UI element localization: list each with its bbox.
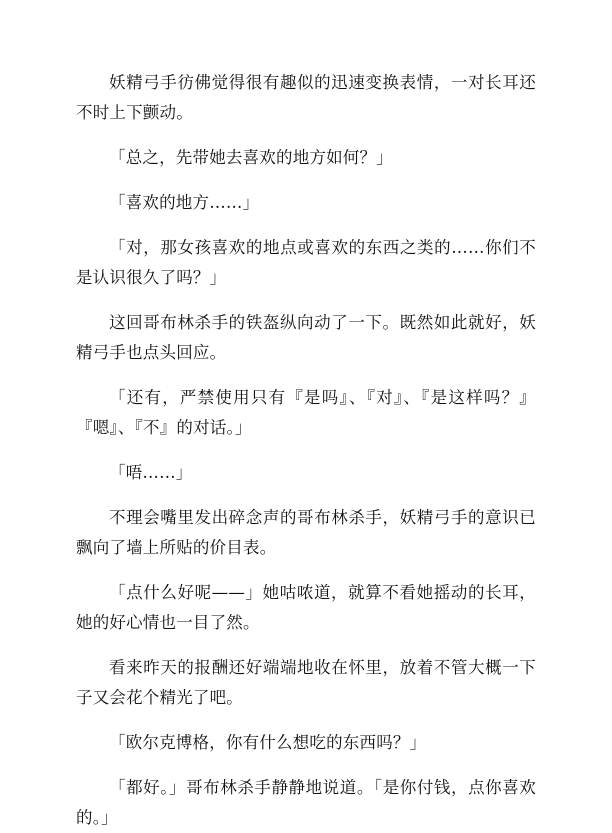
- paragraph-4: 「对，那女孩喜欢的地点或喜欢的东西之类的……你们不是认识很久了吗？」: [76, 238, 536, 287]
- paragraph-8: 不理会嘴里发出碎念声的哥布林杀手，妖精弓手的意识已飘向了墙上所贴的价目表。: [76, 508, 536, 557]
- paragraph-12: 「都好。」哥布林杀手静静地说道。「是你付钱，点你喜欢的。」: [76, 778, 536, 827]
- paragraph-10: 看来昨天的报酬还好端端地收在怀里，放着不管大概一下子又会花个精光了吧。: [76, 658, 536, 707]
- paragraph-1: 妖精弓手彷佛觉得很有趣似的迅速变换表情，一对长耳还不时上下颤动。: [76, 73, 536, 122]
- paragraph-9: 「点什么好呢——」她咕哝道，就算不看她摇动的长耳，她的好心情也一目了然。: [76, 583, 536, 632]
- paragraph-11: 「欧尔克博格，你有什么想吃的东西吗？」: [109, 733, 427, 752]
- paragraph-2: 「总之，先带她去喜欢的地方如何？」: [109, 148, 393, 167]
- paragraph-7: 「唔……」: [109, 463, 193, 482]
- paragraph-5: 这回哥布林杀手的铁盔纵向动了一下。既然如此就好，妖精弓手也点头回应。: [76, 313, 536, 362]
- paragraph-6: 「还有，严禁使用只有『是吗』、『对』、『是这样吗？』『嗯』、『不』的对话。」: [76, 388, 536, 437]
- paragraph-3: 「喜欢的地方……」: [109, 193, 260, 212]
